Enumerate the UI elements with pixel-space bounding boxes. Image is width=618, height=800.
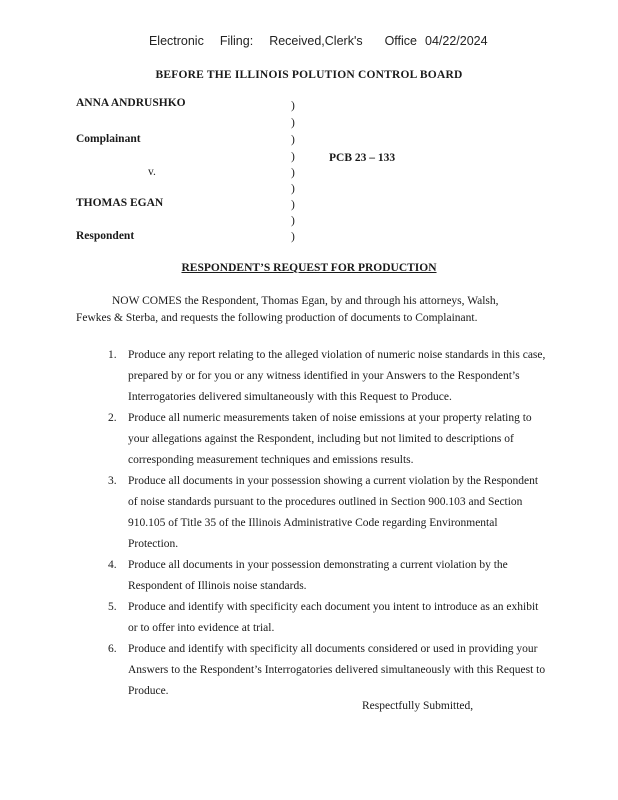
stamp-filing: Filing: [219,34,254,48]
caption-paren: ) [291,134,295,146]
list-item [108,639,548,702]
item-text: Produce any report relating to the alleged violation of numeric noise standards in this case, prepared by or for you or any witness identified in your Answers to the Respondent’s Interrogatories delivered simultaneously with this Request to Produce. [128,349,546,403]
stamp-electronic: Electronic [148,34,204,48]
item-number: 5. [108,601,117,613]
caption-paren: ) [291,151,295,163]
complainant-name: ANNA ANDRUSHKO [76,97,186,109]
list-item [108,408,548,471]
closing-text: Respectfully Submitted, [362,700,474,712]
stamp-date: 04/22/2024 [425,34,488,48]
item-text: Produce all numeric measurements taken of noise emissions at your property relating to your allegations against the Respondent, including but not limited to descriptions of corresponding measurement techniques and emissions results. [128,412,532,466]
item-number: 2. [108,412,117,424]
list-item [108,471,548,555]
stamp-received: Received,Clerk's [269,34,363,48]
respondent-role: Respondent [76,230,135,242]
document-heading: RESPONDENT’S REQUEST FOR PRODUCTION [181,262,437,274]
list-item [108,555,548,597]
caption-paren: ) [291,199,295,211]
item-text: Produce and identify with specificity each document you intent to introduce as an exhibit or to offer into evidence at trial. [128,601,539,634]
list-item [108,597,548,639]
item-number: 6. [108,643,117,655]
item-text: Produce and identify with specificity all documents considered or used in providing your Answers to the Respondent’s Interrogatories delivered simultaneously with this Request to Produce. [128,643,546,697]
request-list [108,345,548,702]
caption-paren: ) [291,215,295,227]
caption-paren: ) [291,117,295,129]
versus-label: v. [148,166,156,178]
caption-paren: ) [291,167,295,179]
item-number: 1. [108,349,117,361]
caption-paren: ) [291,183,295,195]
complainant-role: Complainant [76,133,141,145]
item-text: Produce all documents in your possession demonstrating a current violation by the Respondent of Illinois noise standards. [128,559,508,592]
board-title: BEFORE THE ILLINOIS POLUTION CONTROL BOARD [155,69,463,81]
item-text: Produce all documents in your possession showing a current violation by the Respondent of noise standards pursuant to the procedures outlined in Section 900.103 and Section 910.105 of Title 35 of the Illinois Administrative Code regarding Environmental Protection. [128,475,539,550]
item-number: 4. [108,559,117,571]
case-caption [76,97,556,247]
intro-paragraph: NOW COMES the Respondent, Thomas Egan, by and through his attorneys, Walsh, Fewkes & Sterba, and requests the following production of documents to Complainant. [76,295,499,324]
case-number: PCB 23 – 133 [329,152,396,164]
caption-paren: ) [291,100,295,112]
respondent-name: THOMAS EGAN [76,197,164,209]
item-number: 3. [108,475,117,487]
stamp-office: Office [384,34,417,48]
filing-stamp [142,20,504,48]
caption-paren: ) [291,231,295,243]
list-item [108,345,548,408]
